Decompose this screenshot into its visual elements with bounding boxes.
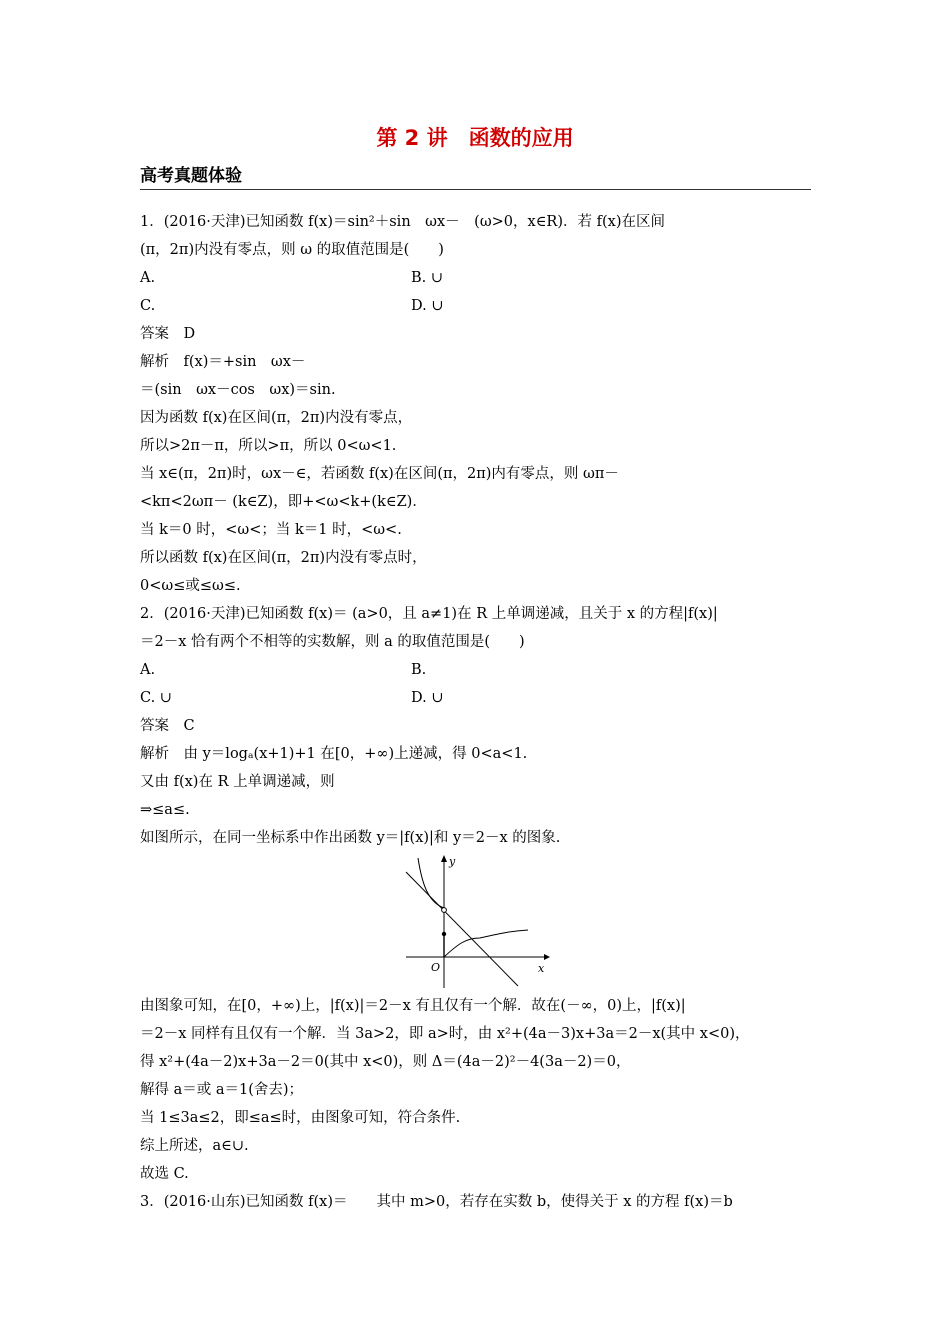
solution-line: 又由 f(x)在 R 上单调递减，则 — [140, 774, 335, 790]
solution-line: 当 1≤3a≤2，即≤a≤时，由图象可知，符合条件. — [140, 1110, 461, 1126]
text-line: (π，2π)内没有零点，则 ω 的取值范围是( ) — [140, 242, 444, 258]
solution-line: 故选 C. — [140, 1166, 189, 1182]
solution-line: 当 x∈(π，2π)时，ωx－∈，若函数 f(x)在区间(π，2π)内有零点，则 ωπ－ — [140, 466, 619, 482]
page-title: 第 2 讲 函数的应用 — [376, 126, 574, 150]
line-y-2-minus-x — [406, 872, 518, 986]
option-b: B. ∪ — [411, 270, 444, 286]
function-graph-figure — [398, 854, 558, 990]
option-a: A. — [140, 662, 156, 678]
solution-line: 得 x²+(4a－2)x+3a－2＝0(其中 x<0)，则 Δ＝(4a－2)²－4(3a－2)＝0， — [140, 1054, 631, 1070]
solution-line: 因为函数 f(x)在区间(π，2π)内没有零点， — [140, 410, 413, 426]
solution-line: ＝(sin ωx－cos ωx)＝sin. — [140, 382, 336, 398]
y-axis-label: y — [449, 855, 456, 868]
solution-line: 解析 f(x)＝+sin ωx－ — [140, 354, 306, 370]
solution-line: ⇒≤a≤. — [140, 802, 190, 818]
x-axis-label: x — [538, 962, 545, 975]
curve-left-branch — [418, 858, 444, 908]
option-d: D. ∪ — [411, 298, 444, 314]
solution-line: 所以>2π－π，所以>π，所以 0<ω<1. — [140, 438, 397, 454]
solution-line: <kπ<2ωπ－ (k∈Z)，即+<ω<k+(k∈Z)． — [140, 494, 427, 510]
section-heading: 高考真题体验 — [140, 166, 242, 186]
closed-point — [442, 932, 446, 936]
option-b: B. — [411, 662, 427, 678]
solution-line: 如图所示，在同一坐标系中作出函数 y＝|f(x)|和 y＝2－x 的图象. — [140, 830, 561, 846]
solution-line: 解得 a＝或 a＝1(舍去)； — [140, 1082, 304, 1098]
option-d: D. ∪ — [411, 690, 444, 706]
option-c: C. ∪ — [140, 690, 172, 706]
solution-line: ＝2－x 同样有且仅有一个解．当 3a>2，即 a>时，由 x²+(4a－3)x+3a＝2－x(其中 x<0)， — [140, 1026, 750, 1042]
solution-line: 由图象可知，在[0，+∞)上，|f(x)|＝2－x 有且仅有一个解．故在(－∞，0)上，|f(x)| — [140, 998, 686, 1014]
solution-line: 解析 由 y＝logₐ(x+1)+1 在[0，+∞)上递减，得 0<a<1. — [140, 746, 528, 762]
answer-line: 答案 C — [140, 718, 195, 734]
option-c: C. — [140, 298, 156, 314]
answer-line: 答案 D — [140, 326, 196, 342]
text-line: ＝2－x 恰有两个不相等的实数解，则 a 的取值范围是( ) — [140, 634, 525, 650]
text-line: 3．(2016·山东)已知函数 f(x)＝ 其中 m>0，若存在实数 b，使得关于 x 的方程 f(x)＝b — [140, 1194, 733, 1210]
section-divider — [140, 189, 811, 190]
solution-line: 0<ω≤或≤ω≤. — [140, 578, 241, 594]
solution-line: 综上所述，a∈∪. — [140, 1138, 249, 1154]
solution-line: 当 k＝0 时，<ω<；当 k＝1 时，<ω<. — [140, 522, 402, 538]
open-point — [442, 908, 447, 913]
origin-label: O — [431, 961, 441, 974]
text-line: 2．(2016·天津)已知函数 f(x)＝ (a>0，且 a≠1)在 R 上单调递减，且关于 x 的方程|f(x)| — [140, 606, 718, 622]
option-a: A. — [140, 270, 156, 286]
x-axis-arrow — [544, 954, 550, 960]
y-axis-arrow — [441, 855, 447, 862]
text-line: 1．(2016·天津)已知函数 f(x)＝sin²＋sin ωx－ (ω>0，x∈R)．若 f(x)在区间 — [140, 214, 665, 230]
solution-line: 所以函数 f(x)在区间(π，2π)内没有零点时， — [140, 550, 427, 566]
